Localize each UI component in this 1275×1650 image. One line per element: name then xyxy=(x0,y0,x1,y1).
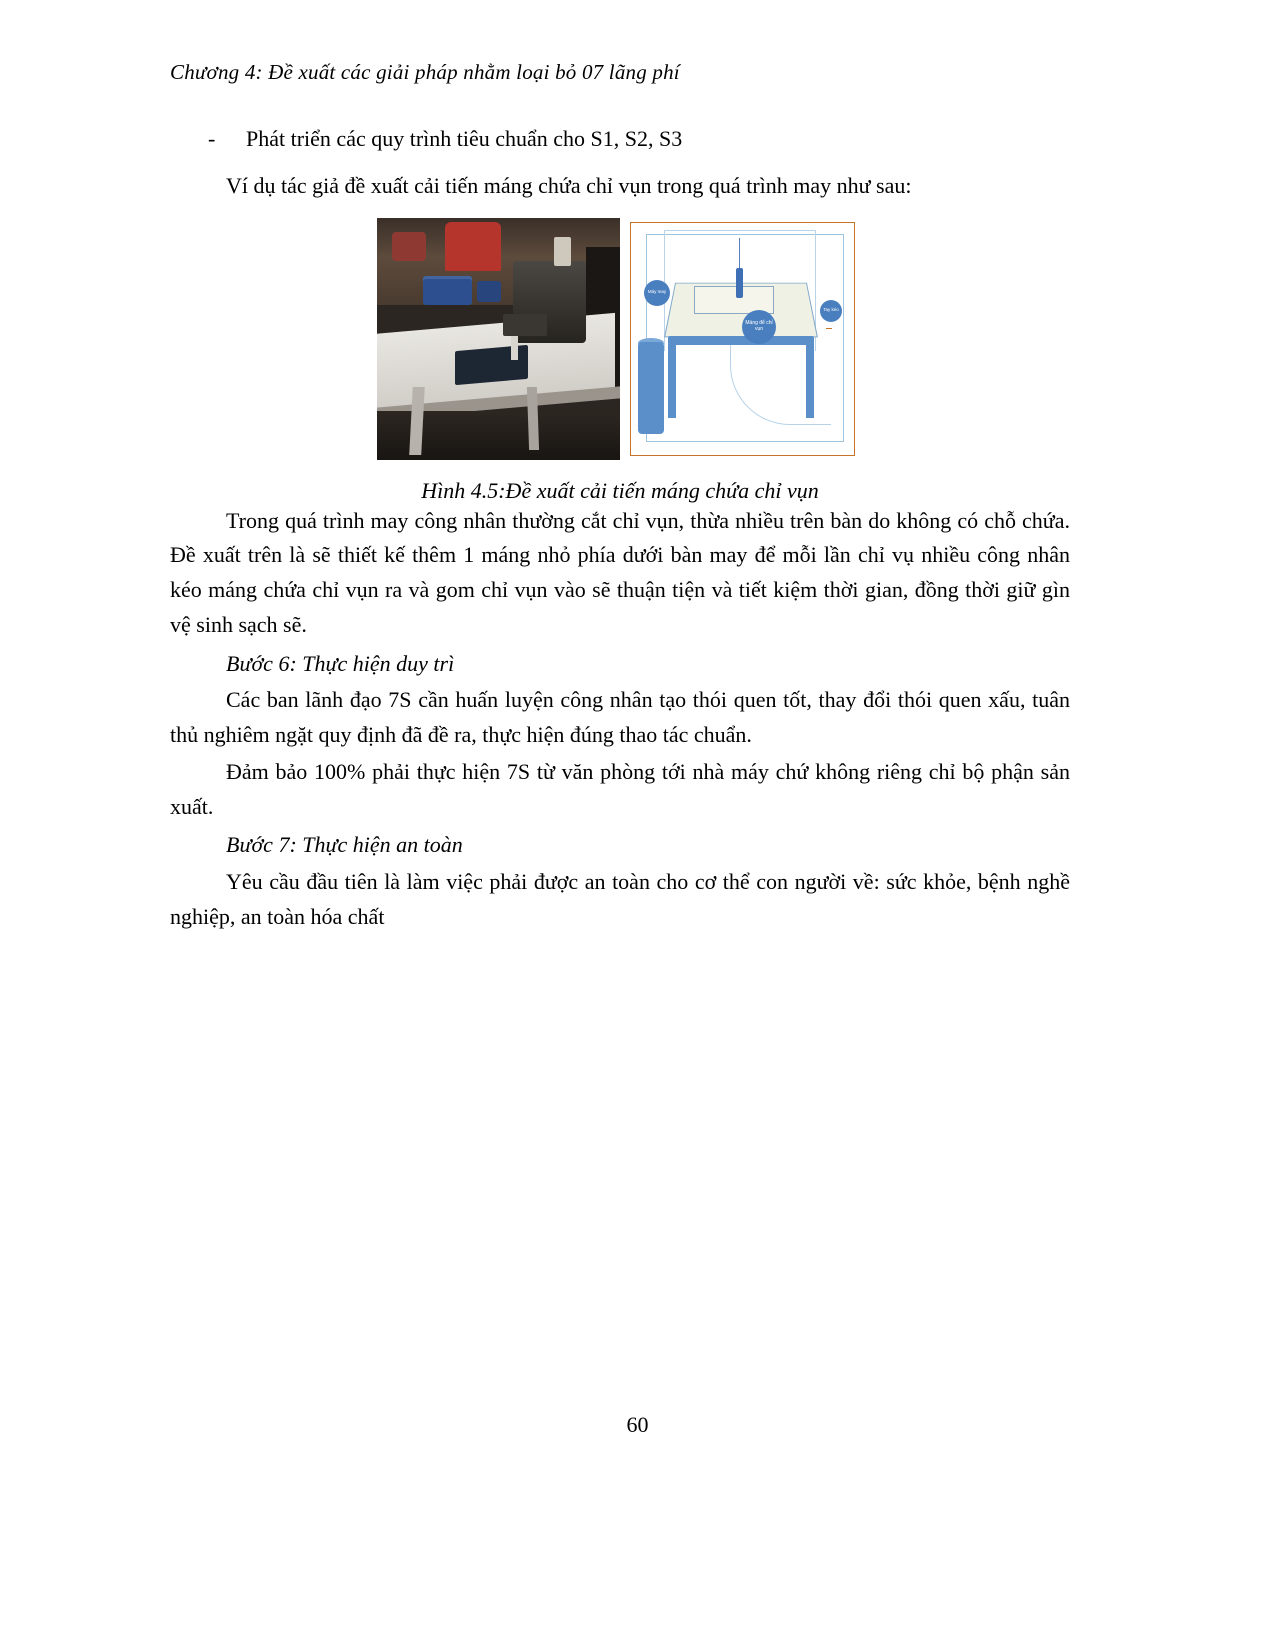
intro-paragraph: Ví dụ tác giả đề xuất cải tiến máng chứa chỉ vụn trong quá trình may như sau: xyxy=(226,172,912,198)
bullet-marker: - xyxy=(208,126,216,151)
diagram-table-leg-right xyxy=(806,344,814,418)
step-6-heading: Bước 6: Thực hiện duy trì xyxy=(226,650,455,676)
bullet-list-item xyxy=(208,123,1070,155)
photo-blue-bin xyxy=(423,276,472,305)
step-7-heading: Bước 7: Thực hiện an toàn xyxy=(226,832,463,858)
photo-thread-spool xyxy=(554,237,571,266)
step-6-paragraph-1: Các ban lãnh đạo 7S cần huấn luyện công nhân tạo thói quen tốt, thay đổi thói quen xấu, tuân thủ nghiêm ngặt quy định đã đề ra, thực hiện đúng thao tác chuẩn. xyxy=(170,687,1070,748)
improvement-diagram xyxy=(620,218,863,460)
photo-red-garment xyxy=(445,222,501,270)
photo-sewing-machine-arm xyxy=(503,314,547,336)
photo-blue-bin-secondary xyxy=(477,281,501,303)
page-number: 60 xyxy=(626,1412,649,1437)
diagram-callout-1: Máy may xyxy=(644,280,670,306)
diagram-callout-2: Máng để chỉ vụn xyxy=(742,310,776,344)
step-6-paragraph-2: Đảm bảo 100% phải thực hiện 7S từ văn phòng tới nhà máy chứ không riêng chỉ bộ phận sản xuất. xyxy=(170,758,1070,819)
figure-4-5 xyxy=(170,218,1070,504)
photo-red-garment-secondary xyxy=(392,232,426,261)
bullet-item-label: Phát triển các quy trình tiêu chuẩn cho S1, S2, S3 xyxy=(246,126,683,151)
diagram-needle-guide xyxy=(739,238,740,270)
diagram-table-front-rail xyxy=(668,336,814,345)
figure-image xyxy=(377,218,863,460)
diagram-table-leg-left xyxy=(668,344,676,418)
body-paragraph-1: Trong quá trình may công nhân thường cắt chỉ vụn, thừa nhiều trên bàn do không có chỗ chứa. Đề xuất trên là sẽ thiết kế thêm 1 máng nhỏ phía dưới bàn may để mỗi lần chỉ vụ nhiều công nhân kéo máng chứa chỉ vụn ra và gom chỉ vụn vào sẽ thuận tiện và tiết kiệm thời gian, đồng thời giữ gìn vệ sinh sạch sẽ. xyxy=(170,507,1070,637)
workstation-photo xyxy=(377,218,620,460)
diagram-bin xyxy=(638,342,664,434)
diagram-callout-3: Tay kéo xyxy=(820,300,842,322)
page-content xyxy=(170,60,1070,937)
photo-needle xyxy=(511,336,518,360)
photo-table-leg-right xyxy=(527,387,539,450)
figure-caption: Hình 4.5:Đề xuất cải tiến máng chứa chỉ vụn xyxy=(421,477,819,503)
running-header: Chương 4: Đề xuất các giải pháp nhằm loại bỏ 07 lãng phí xyxy=(170,60,680,84)
step-7-paragraph-1: Yêu cầu đầu tiên là làm việc phải được an toàn cho cơ thể con người về: sức khỏe, bệnh nghề nghiệp, an toàn hóa chất xyxy=(170,869,1070,929)
diagram-needle xyxy=(736,268,743,298)
diagram-dimension-tick xyxy=(826,328,832,329)
